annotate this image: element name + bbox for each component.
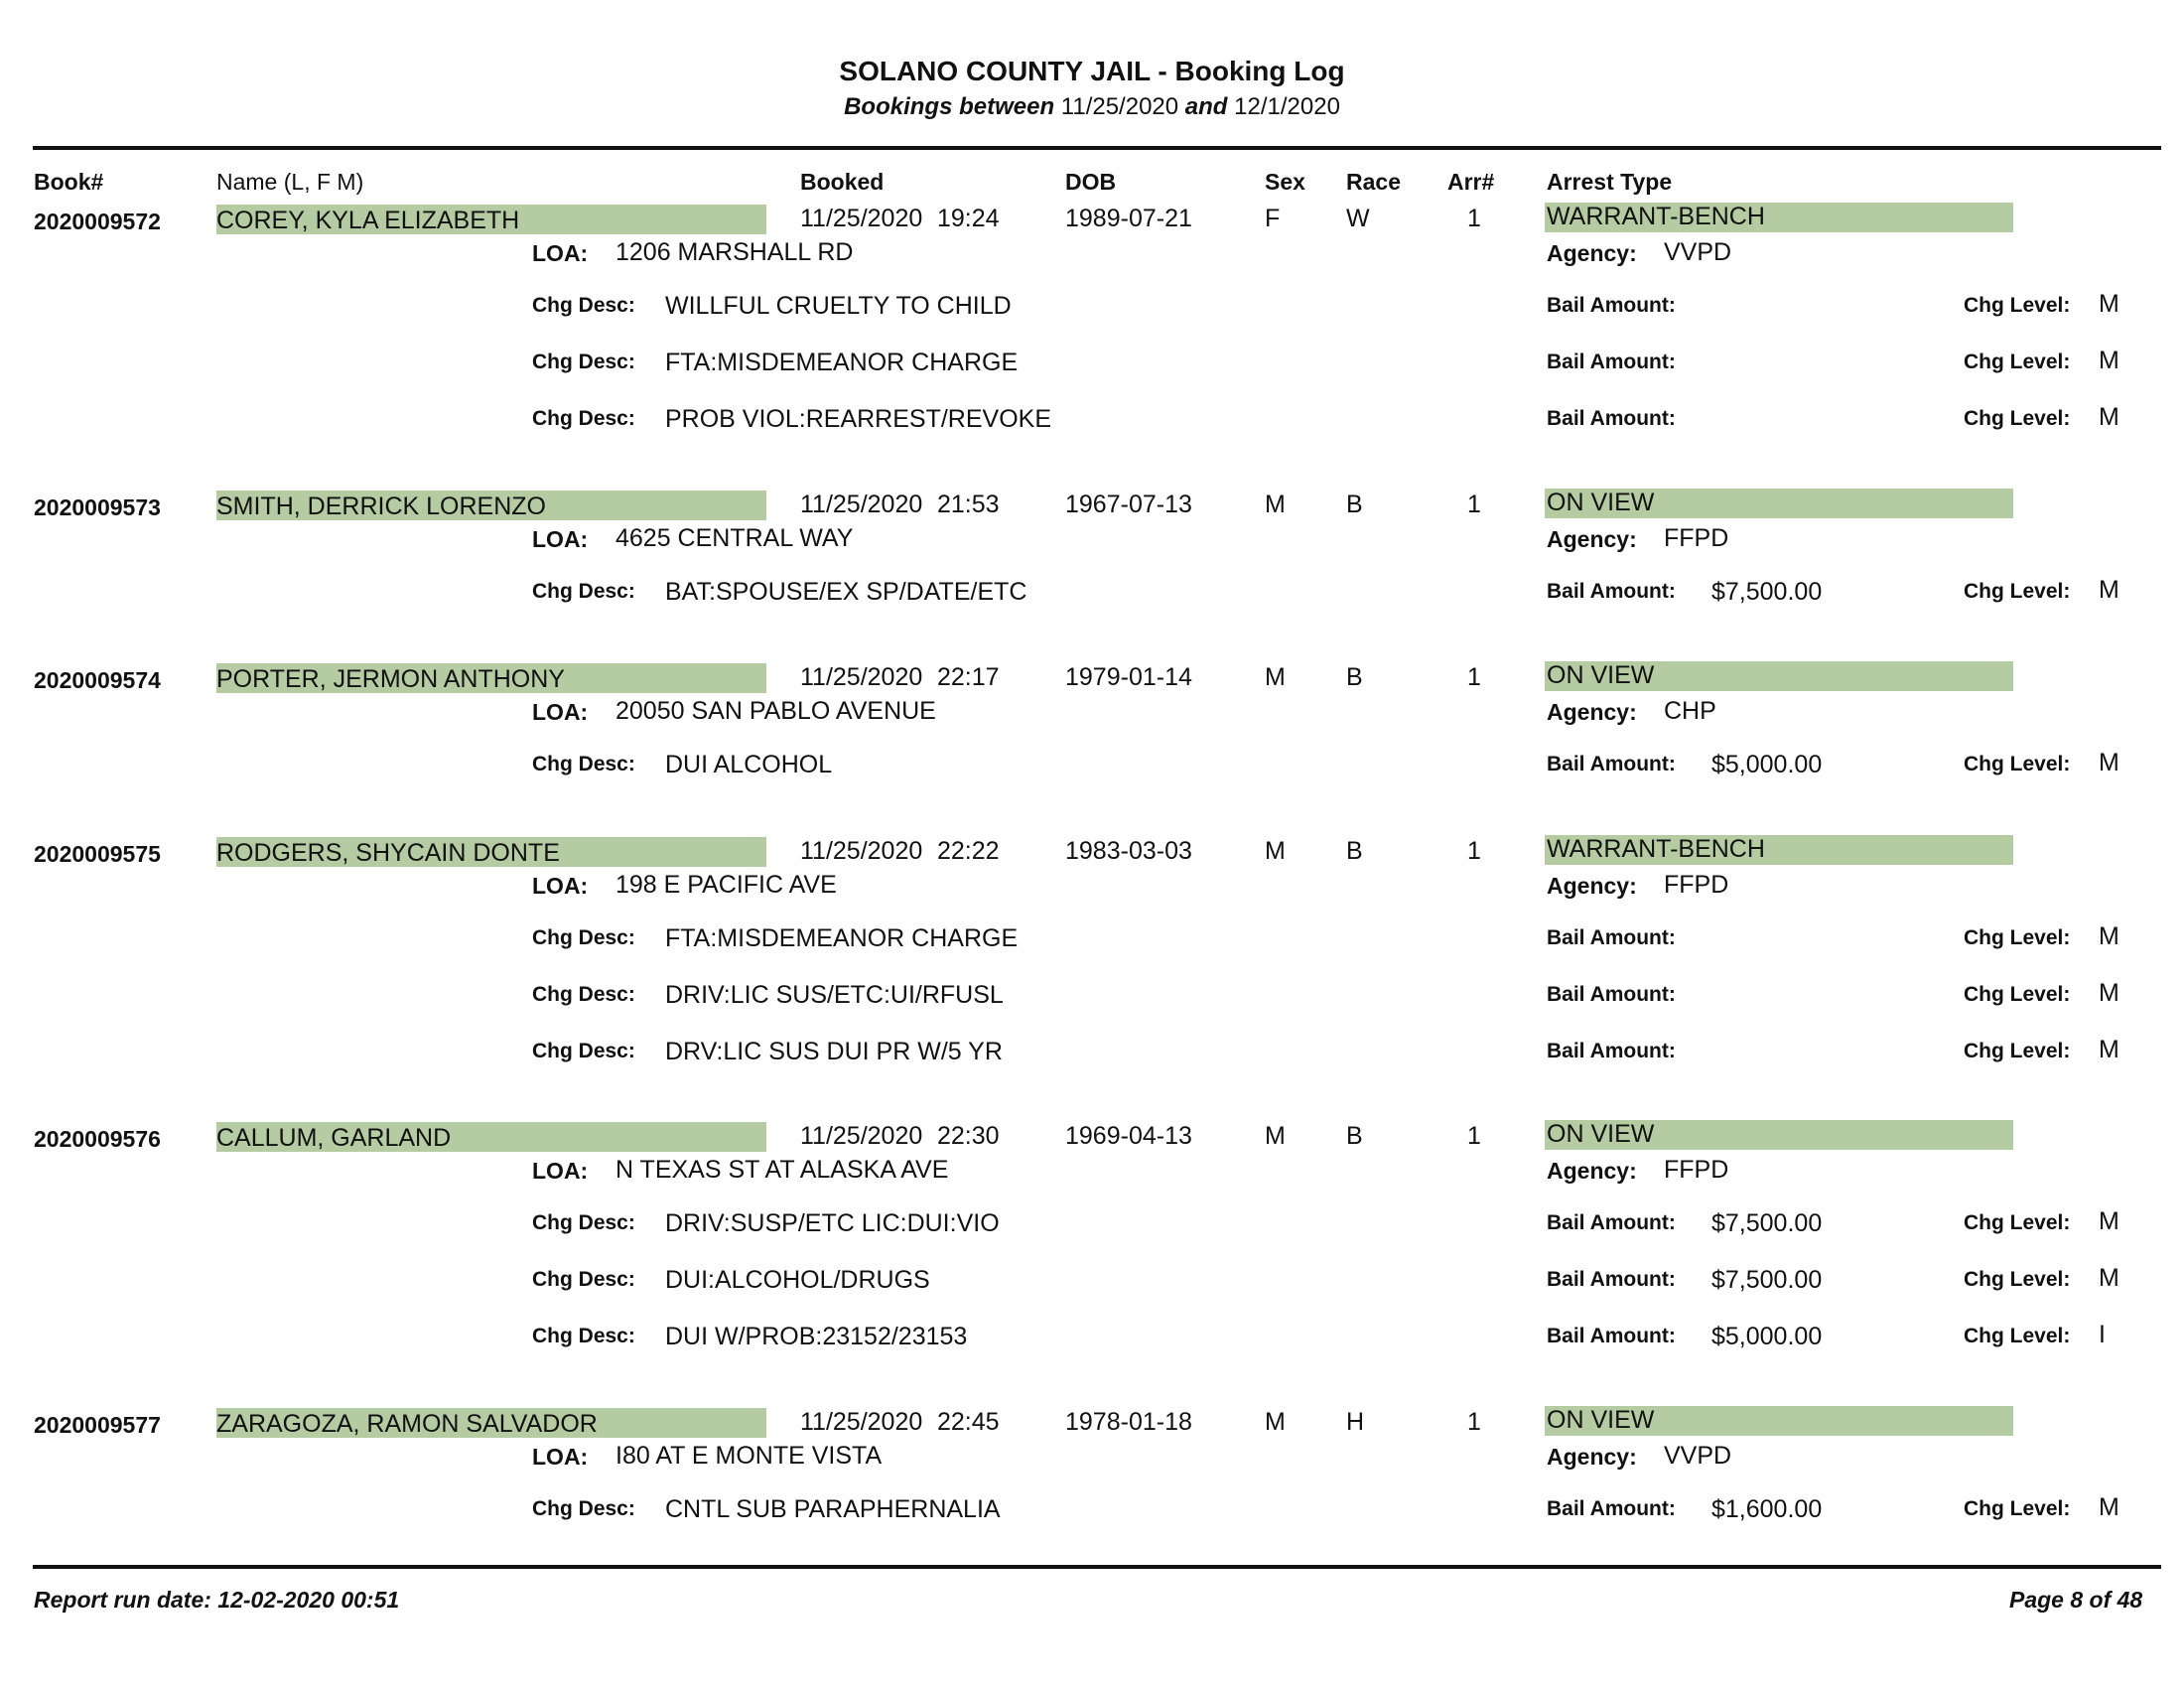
booked-time: 22:17	[937, 663, 1000, 691]
agency-label: Agency:	[1547, 1158, 1637, 1184]
sex: M	[1265, 491, 1286, 518]
charge-description: WILLFUL CRUELTY TO CHILD	[665, 292, 1012, 320]
date-of-birth: 1979-01-14	[1065, 663, 1192, 691]
col-header-dob: DOB	[1065, 169, 1117, 195]
date-of-birth: 1983-03-03	[1065, 837, 1192, 865]
bail-amount-label: Bail Amount:	[1547, 1268, 1676, 1291]
agency-label: Agency:	[1547, 699, 1637, 725]
agency: VVPD	[1664, 1442, 1732, 1470]
agency: VVPD	[1664, 238, 1732, 266]
loa-label: LOA:	[532, 699, 589, 725]
arrest-count: 1	[1467, 1122, 1481, 1150]
bail-amount-label: Bail Amount:	[1547, 407, 1676, 430]
booked-date: 11/25/2020	[800, 205, 923, 232]
charge-desc-label: Chg Desc:	[532, 1268, 635, 1291]
charge-level-label: Chg Level:	[1964, 1268, 2071, 1291]
arrest-count: 1	[1467, 1408, 1481, 1436]
page-number: Page 8 of 48	[2009, 1587, 2143, 1613]
arrest-type: ON VIEW	[1547, 1406, 1655, 1434]
inmate-name: RODGERS, SHYCAIN DONTE	[216, 839, 560, 867]
charge-description: FTA:MISDEMEANOR CHARGE	[665, 349, 1019, 376]
charge-level-label: Chg Level:	[1964, 1497, 2071, 1520]
charge-desc-label: Chg Desc:	[532, 926, 635, 949]
bail-amount: $7,500.00	[1711, 578, 1823, 606]
race: B	[1346, 1122, 1363, 1150]
charge-level-label: Chg Level:	[1964, 351, 2071, 373]
sex: F	[1265, 205, 1281, 232]
location-of-arrest: 198 E PACIFIC AVE	[615, 871, 837, 899]
charge-description: DUI:ALCOHOL/DRUGS	[665, 1266, 930, 1294]
charge-level: M	[2099, 403, 2119, 431]
arrest-count: 1	[1467, 663, 1481, 691]
booking-record	[0, 1408, 2184, 1656]
booking-record	[0, 205, 2184, 453]
bail-amount-label: Bail Amount:	[1547, 580, 1676, 603]
bail-amount-label: Bail Amount:	[1547, 1325, 1676, 1347]
booking-number: 2020009572	[34, 209, 161, 234]
inmate-name: SMITH, DERRICK LORENZO	[216, 492, 546, 520]
bail-amount: $5,000.00	[1711, 751, 1823, 778]
booked-time: 22:45	[937, 1408, 1000, 1436]
arrest-count: 1	[1467, 205, 1481, 232]
date-of-birth: 1967-07-13	[1065, 491, 1192, 518]
bail-amount-label: Bail Amount:	[1547, 1040, 1676, 1062]
charge-level: M	[2099, 979, 2119, 1007]
location-of-arrest: 1206 MARSHALL RD	[615, 238, 854, 266]
charge-desc-label: Chg Desc:	[532, 1325, 635, 1347]
race: B	[1346, 663, 1363, 691]
agency-label: Agency:	[1547, 873, 1637, 899]
booking-number: 2020009574	[34, 667, 161, 693]
col-header-arrest-type: Arrest Type	[1547, 169, 1673, 195]
charge-level-label: Chg Level:	[1964, 1325, 2071, 1347]
inmate-name: ZARAGOZA, RAMON SALVADOR	[216, 1410, 598, 1438]
booked-date: 11/25/2020	[800, 663, 923, 691]
date-of-birth: 1969-04-13	[1065, 1122, 1192, 1150]
arrest-type: ON VIEW	[1547, 489, 1655, 516]
booking-number: 2020009577	[34, 1412, 161, 1438]
agency: FFPD	[1664, 1156, 1729, 1184]
sex: M	[1265, 663, 1286, 691]
charge-level-label: Chg Level:	[1964, 1211, 2071, 1234]
report-run-date: Report run date: 12-02-2020 00:51	[34, 1587, 400, 1613]
bail-amount-label: Bail Amount:	[1547, 983, 1676, 1006]
bail-amount: $7,500.00	[1711, 1266, 1823, 1294]
arrest-count: 1	[1467, 837, 1481, 865]
charge-level: M	[2099, 1264, 2119, 1292]
col-header-sex: Sex	[1265, 169, 1305, 195]
charge-level: I	[2099, 1321, 2106, 1348]
bail-amount-label: Bail Amount:	[1547, 351, 1676, 373]
header-rule	[33, 146, 2161, 150]
agency: FFPD	[1664, 871, 1729, 899]
start-date: 11/25/2020	[1060, 93, 1179, 120]
bail-amount-label: Bail Amount:	[1547, 926, 1676, 949]
charge-desc-label: Chg Desc:	[532, 1211, 635, 1234]
end-date: 12/1/2020	[1234, 93, 1340, 120]
bail-amount-label: Bail Amount:	[1547, 1211, 1676, 1234]
arrest-type: ON VIEW	[1547, 1120, 1655, 1148]
race: B	[1346, 491, 1363, 518]
booking-number: 2020009575	[34, 841, 161, 867]
charge-desc-label: Chg Desc:	[532, 294, 635, 317]
booked-date: 11/25/2020	[800, 837, 923, 865]
charge-description: DRIV:SUSP/ETC LIC:DUI:VIO	[665, 1209, 1000, 1237]
loa-label: LOA:	[532, 873, 589, 899]
agency-label: Agency:	[1547, 240, 1637, 266]
arrest-type: ON VIEW	[1547, 661, 1655, 689]
charge-desc-label: Chg Desc:	[532, 983, 635, 1006]
location-of-arrest: 20050 SAN PABLO AVENUE	[615, 697, 936, 725]
booked-date: 11/25/2020	[800, 1408, 923, 1436]
charge-level-label: Chg Level:	[1964, 983, 2071, 1006]
bail-amount: $5,000.00	[1711, 1323, 1823, 1350]
charge-level: M	[2099, 1493, 2119, 1521]
charge-description: DRV:LIC SUS DUI PR W/5 YR	[665, 1038, 1003, 1065]
race: B	[1346, 837, 1363, 865]
charge-level: M	[2099, 1207, 2119, 1235]
location-of-arrest: N TEXAS ST AT ALASKA AVE	[615, 1156, 949, 1184]
loa-label: LOA:	[532, 1444, 589, 1470]
charge-level: M	[2099, 576, 2119, 604]
bail-amount-label: Bail Amount:	[1547, 294, 1676, 317]
booked-time: 19:24	[937, 205, 1000, 232]
charge-level-label: Chg Level:	[1964, 1040, 2071, 1062]
charge-level-label: Chg Level:	[1964, 407, 2071, 430]
charge-desc-label: Chg Desc:	[532, 1497, 635, 1520]
arrest-type: WARRANT-BENCH	[1547, 203, 1765, 230]
agency: FFPD	[1664, 524, 1729, 552]
col-header-race: Race	[1346, 169, 1401, 195]
booking-record	[0, 837, 2184, 1085]
race: W	[1346, 205, 1370, 232]
charge-description: BAT:SPOUSE/EX SP/DATE/ETC	[665, 578, 1027, 606]
charge-level-label: Chg Level:	[1964, 294, 2071, 317]
inmate-name: CALLUM, GARLAND	[216, 1124, 452, 1152]
booking-number: 2020009576	[34, 1126, 161, 1152]
bail-amount: $7,500.00	[1711, 1209, 1823, 1237]
location-of-arrest: I80 AT E MONTE VISTA	[615, 1442, 883, 1470]
location-of-arrest: 4625 CENTRAL WAY	[615, 524, 854, 552]
charge-desc-label: Chg Desc:	[532, 1040, 635, 1062]
booking-record	[0, 1122, 2184, 1370]
loa-label: LOA:	[532, 240, 589, 266]
charge-description: DRIV:LIC SUS/ETC:UI/RFUSL	[665, 981, 1004, 1009]
charge-level: M	[2099, 1036, 2119, 1063]
loa-label: LOA:	[532, 526, 589, 552]
charge-level: M	[2099, 922, 2119, 950]
agency-label: Agency:	[1547, 1444, 1637, 1470]
charge-level: M	[2099, 290, 2119, 318]
charge-level-label: Chg Level:	[1964, 580, 2071, 603]
charge-description: CNTL SUB PARAPHERNALIA	[665, 1495, 1001, 1523]
race: H	[1346, 1408, 1365, 1436]
arrest-count: 1	[1467, 491, 1481, 518]
booked-time: 21:53	[937, 491, 1000, 518]
subtitle-and: and	[1184, 93, 1228, 120]
report-title: SOLANO COUNTY JAIL - Booking Log	[839, 56, 1345, 86]
bail-amount-label: Bail Amount:	[1547, 1497, 1676, 1520]
inmate-name: COREY, KYLA ELIZABETH	[216, 207, 520, 234]
agency-label: Agency:	[1547, 526, 1637, 552]
charge-desc-label: Chg Desc:	[532, 407, 635, 430]
charge-desc-label: Chg Desc:	[532, 753, 635, 775]
charge-level-label: Chg Level:	[1964, 926, 2071, 949]
charge-level-label: Chg Level:	[1964, 753, 2071, 775]
bail-amount: $1,600.00	[1711, 1495, 1823, 1523]
booking-number: 2020009573	[34, 494, 161, 520]
arrest-type: WARRANT-BENCH	[1547, 835, 1765, 863]
bail-amount-label: Bail Amount:	[1547, 753, 1676, 775]
inmate-name: PORTER, JERMON ANTHONY	[216, 665, 565, 693]
charge-desc-label: Chg Desc:	[532, 580, 635, 603]
date-of-birth: 1989-07-21	[1065, 205, 1192, 232]
col-header-booked: Booked	[800, 169, 885, 195]
report-subtitle	[0, 93, 2184, 121]
sex: M	[1265, 1408, 1286, 1436]
booked-date: 11/25/2020	[800, 491, 923, 518]
sex: M	[1265, 1122, 1286, 1150]
col-header-name: Name (L, F M)	[216, 169, 364, 195]
subtitle-prefix: Bookings between	[844, 93, 1055, 120]
booked-time: 22:22	[937, 837, 1000, 865]
col-header-arr: Arr#	[1447, 169, 1495, 195]
booked-date: 11/25/2020	[800, 1122, 923, 1150]
charge-description: FTA:MISDEMEANOR CHARGE	[665, 924, 1019, 952]
charge-description: DUI ALCOHOL	[665, 751, 833, 778]
charge-description: PROB VIOL:REARREST/REVOKE	[665, 405, 1051, 433]
charge-desc-label: Chg Desc:	[532, 351, 635, 373]
charge-level: M	[2099, 749, 2119, 776]
date-of-birth: 1978-01-18	[1065, 1408, 1192, 1436]
booked-time: 22:30	[937, 1122, 1000, 1150]
loa-label: LOA:	[532, 1158, 589, 1184]
footer-rule	[33, 1565, 2161, 1569]
agency: CHP	[1664, 697, 1716, 725]
col-header-book: Book#	[34, 169, 104, 195]
charge-level: M	[2099, 347, 2119, 374]
charge-description: DUI W/PROB:23152/23153	[665, 1323, 968, 1350]
sex: M	[1265, 837, 1286, 865]
